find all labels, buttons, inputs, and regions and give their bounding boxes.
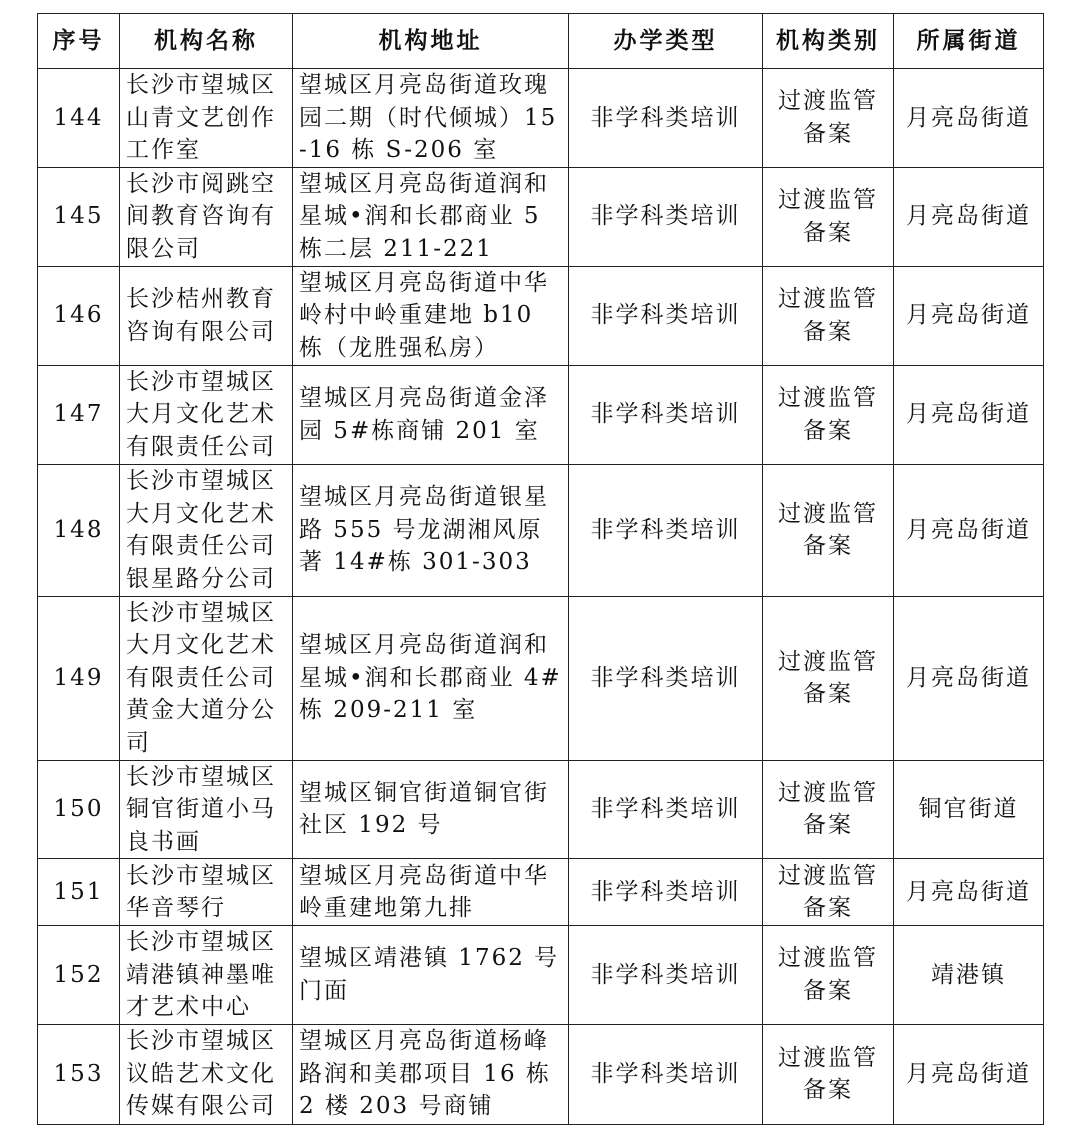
cell-street: 月亮岛街道 — [894, 859, 1044, 926]
cell-category: 过渡监管备案 — [763, 365, 894, 464]
cell-street: 月亮岛街道 — [894, 1024, 1044, 1124]
cell-no: 145 — [38, 167, 120, 266]
table-header — [38, 14, 1044, 69]
cell-type: 非学科类培训 — [569, 1024, 763, 1124]
cell-no: 153 — [38, 1024, 120, 1124]
cell-address: 望城区铜官街道铜官街社区 192 号 — [293, 760, 569, 859]
cell-name: 长沙市望城区山青文艺创作工作室 — [120, 69, 293, 168]
cell-category: 过渡监管备案 — [763, 266, 894, 365]
cell-category: 过渡监管备案 — [763, 926, 894, 1025]
table-row — [38, 69, 1044, 168]
header-street: 所属街道 — [894, 14, 1044, 69]
cell-name: 长沙市望城区大月文化艺术有限责任公司银星路分公司 — [120, 464, 293, 596]
cell-no: 151 — [38, 859, 120, 926]
cell-no: 148 — [38, 464, 120, 596]
cell-no: 149 — [38, 596, 120, 760]
cell-type: 非学科类培训 — [569, 266, 763, 365]
cell-street: 月亮岛街道 — [894, 596, 1044, 760]
cell-category: 过渡监管备案 — [763, 859, 894, 926]
header-no: 序号 — [38, 14, 120, 69]
cell-address: 望城区月亮岛街道中华岭重建地第九排 — [293, 859, 569, 926]
cell-address: 望城区月亮岛街道润和星城•润和长郡商业 5 栋二层 211-221 — [293, 167, 569, 266]
cell-category: 过渡监管备案 — [763, 464, 894, 596]
cell-type: 非学科类培训 — [569, 760, 763, 859]
header-row — [38, 14, 1044, 69]
cell-name: 长沙市望城区大月文化艺术有限责任公司 — [120, 365, 293, 464]
cell-name: 长沙市望城区议皓艺术文化传媒有限公司 — [120, 1024, 293, 1124]
cell-name: 长沙市阅跳空间教育咨询有限公司 — [120, 167, 293, 266]
table-row — [38, 365, 1044, 464]
cell-address: 望城区月亮岛街道玫瑰园二期（时代倾城）15-16 栋 S-206 室 — [293, 69, 569, 168]
table-row — [38, 596, 1044, 760]
cell-name: 长沙桔州教育咨询有限公司 — [120, 266, 293, 365]
cell-address: 望城区月亮岛街道金泽园 5#栋商铺 201 室 — [293, 365, 569, 464]
cell-category: 过渡监管备案 — [763, 69, 894, 168]
cell-name: 长沙市望城区华音琴行 — [120, 859, 293, 926]
institution-table — [37, 13, 1044, 1125]
cell-street: 铜官街道 — [894, 760, 1044, 859]
table-row — [38, 464, 1044, 596]
table-row — [38, 760, 1044, 859]
cell-category: 过渡监管备案 — [763, 760, 894, 859]
cell-type: 非学科类培训 — [569, 464, 763, 596]
table-row — [38, 1024, 1044, 1124]
cell-address: 望城区月亮岛街道银星路 555 号龙湖湘风原著 14#栋 301-303 — [293, 464, 569, 596]
cell-name: 长沙市望城区靖港镇神墨唯才艺术中心 — [120, 926, 293, 1025]
cell-type: 非学科类培训 — [569, 926, 763, 1025]
table-body — [38, 69, 1044, 1125]
cell-address: 望城区月亮岛街道润和星城•润和长郡商业 4#栋 209-211 室 — [293, 596, 569, 760]
header-category: 机构类别 — [763, 14, 894, 69]
cell-type: 非学科类培训 — [569, 365, 763, 464]
cell-name: 长沙市望城区铜官街道小马良书画 — [120, 760, 293, 859]
cell-street: 月亮岛街道 — [894, 69, 1044, 168]
header-name: 机构名称 — [120, 14, 293, 69]
cell-type: 非学科类培训 — [569, 167, 763, 266]
cell-type: 非学科类培训 — [569, 69, 763, 168]
cell-type: 非学科类培训 — [569, 596, 763, 760]
table-row — [38, 266, 1044, 365]
cell-category: 过渡监管备案 — [763, 1024, 894, 1124]
cell-no: 147 — [38, 365, 120, 464]
table-row — [38, 926, 1044, 1025]
cell-street: 靖港镇 — [894, 926, 1044, 1025]
cell-no: 146 — [38, 266, 120, 365]
cell-street: 月亮岛街道 — [894, 167, 1044, 266]
cell-address: 望城区靖港镇 1762 号门面 — [293, 926, 569, 1025]
cell-address: 望城区月亮岛街道杨峰路润和美郡项目 16 栋 2 楼 203 号商铺 — [293, 1024, 569, 1124]
header-address: 机构地址 — [293, 14, 569, 69]
cell-name: 长沙市望城区大月文化艺术有限责任公司黄金大道分公司 — [120, 596, 293, 760]
cell-type: 非学科类培训 — [569, 859, 763, 926]
table-row — [38, 167, 1044, 266]
cell-no: 144 — [38, 69, 120, 168]
header-type: 办学类型 — [569, 14, 763, 69]
table-row — [38, 859, 1044, 926]
cell-street: 月亮岛街道 — [894, 266, 1044, 365]
cell-no: 150 — [38, 760, 120, 859]
cell-street: 月亮岛街道 — [894, 365, 1044, 464]
cell-address: 望城区月亮岛街道中华岭村中岭重建地 b10 栋（龙胜强私房） — [293, 266, 569, 365]
cell-no: 152 — [38, 926, 120, 1025]
cell-street: 月亮岛街道 — [894, 464, 1044, 596]
cell-category: 过渡监管备案 — [763, 167, 894, 266]
cell-category: 过渡监管备案 — [763, 596, 894, 760]
